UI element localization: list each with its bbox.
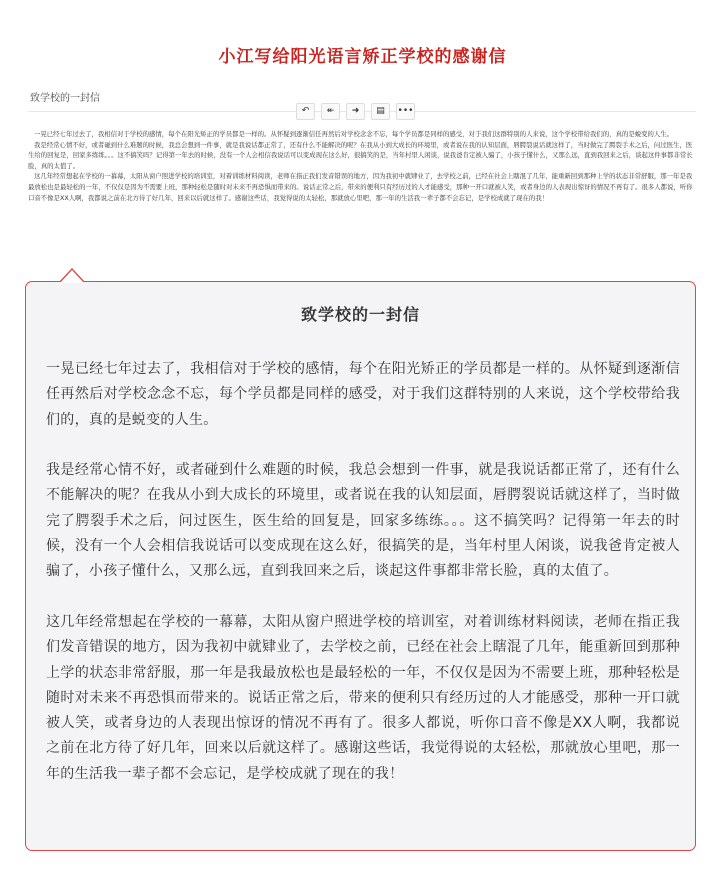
email-subject: 致学校的一封信 <box>30 93 100 104</box>
clipboard-icon[interactable]: ▤ <box>371 103 390 120</box>
email-paragraph: 这几年经常想起在学校的一幕幕，太阳从窗户照进学校的培训室，对着训练材料阅读，老师在指正我们发音错误的地方，因为我初中就肄业了，去学校之前，已经在社会上瞎混了几年，能重新回到那种上学的状态非常舒服，那一年是我最放松也是最轻松的一年，不仅仅是因为不需要上班，那种轻松是随时对未来不再恐惧而带来的。说话正常之后，带来的便利只有经历过的人才能感受，那种一开口就被人笑，或者身边的人表现出惊讶的情况不再有了。很多人都说，听你口音不像是XX人啊，我都说之前在北方待了好几年，回来以后就这样了。感谢这些话，我觉得说的太轻松，那就放心里吧，那一年的生活我一辈子都不会忘记，是学校成就了现在的我！ <box>28 172 693 202</box>
card-pointer-inner <box>60 270 84 283</box>
card-paragraph: 我是经常心情不好，或者碰到什么难题的时候，我总会想到一件事，就是我说话都正常了，还有什么不能解决的呢？在我从小到大成长的环境里，或者说在我的认知层面，唇腭裂说话就这样了，当时做完了腭裂手术之后，问过医生，医生给的回复是，回家多练练。。。这不搞笑吗？记得第一年去的时候，没有一个人会相信我说话可以变成现在这么好，很搞笑的是，当年村里人闲谈，说我爸肯定被人骗了，小孩子懂什么，又那么远，直到我回来之后，谈起这件事都非常长脸，真的太值了。 <box>46 462 680 580</box>
email-paragraph: 一晃已经七年过去了，我相信对于学校的感情，每个在阳光矫正的学员都是一样的。从怀疑到逐渐信任再然后对学校念念不忘，每个学员都是同样的感受，对于我们这群特别的人来说，这个学校带给我们的，真的是蜕变的人生。 <box>34 130 674 138</box>
card-title: 致学校的一封信 <box>300 305 420 324</box>
more-icon[interactable]: ••• <box>396 103 415 120</box>
email-toolbar <box>296 103 415 120</box>
card-paragraph: 这几年经常想起在学校的一幕幕，太阳从窗户照进学校的培训室，对着训练材料阅读，老师在指正我们发音错误的地方，因为我初中就肄业了，去学校之前，已经在社会上瞎混了几年，能重新回到那种上学的状态非常舒服，那一年是我最放松也是最轻松的一年，不仅仅是因为不需要上班，那种轻松是随时对未来不再恐惧而带来的。说话正常之后，带来的便利只有经历过的人才能感受，那种一开口就被人笑，或者身边的人表现出惊讶的情况不再有了。很多人都说，听你口音不像是XX人啊，我都说之前在北方待了好几年，回来以后就这样了。感谢这些话，我觉得说的太轻松，那就放心里吧，那一年的生活我一辈子都不会忘记，是学校成就了现在的我！ <box>46 613 680 782</box>
page-title: 小江写给阳光语言矫正学校的感谢信 <box>218 47 507 67</box>
email-body <box>28 129 696 203</box>
reply-icon[interactable]: ↶ <box>296 103 315 120</box>
email-paragraph: 我是经常心情不好，或者碰到什么难题的时候，我总会想到一件事，就是我说话都正常了，还有什么不能解决的呢？在我从小到大成长的环境里，或者说在我的认知层面，唇腭裂说话就这样了，当时做完了腭裂手术之后，问过医生，医生给的回复是，回家多练练。。。这不搞笑吗？记得第一年去的时候，没有一个人会相信我说话可以变成现在这么好，很搞笑的是，当年村里人闲谈，说我爸肯定被人骗了，小孩子懂什么，又那么远，直到我回来之后，谈起这件事都非常长脸，真的太值了。 <box>28 140 693 170</box>
reply-all-icon[interactable]: ↞ <box>321 103 340 120</box>
forward-icon[interactable]: ➜ <box>346 103 365 120</box>
card-body <box>46 357 680 787</box>
card-paragraph: 一晃已经七年过去了，我相信对于学校的感情，每个在阳光矫正的学员都是一样的。从怀疑到逐渐信任再然后对学校念念不忘，每个学员都是同样的感受，对于我们这群特别的人来说，这个学校带给我们的，真的是蜕变的人生。 <box>46 361 680 428</box>
